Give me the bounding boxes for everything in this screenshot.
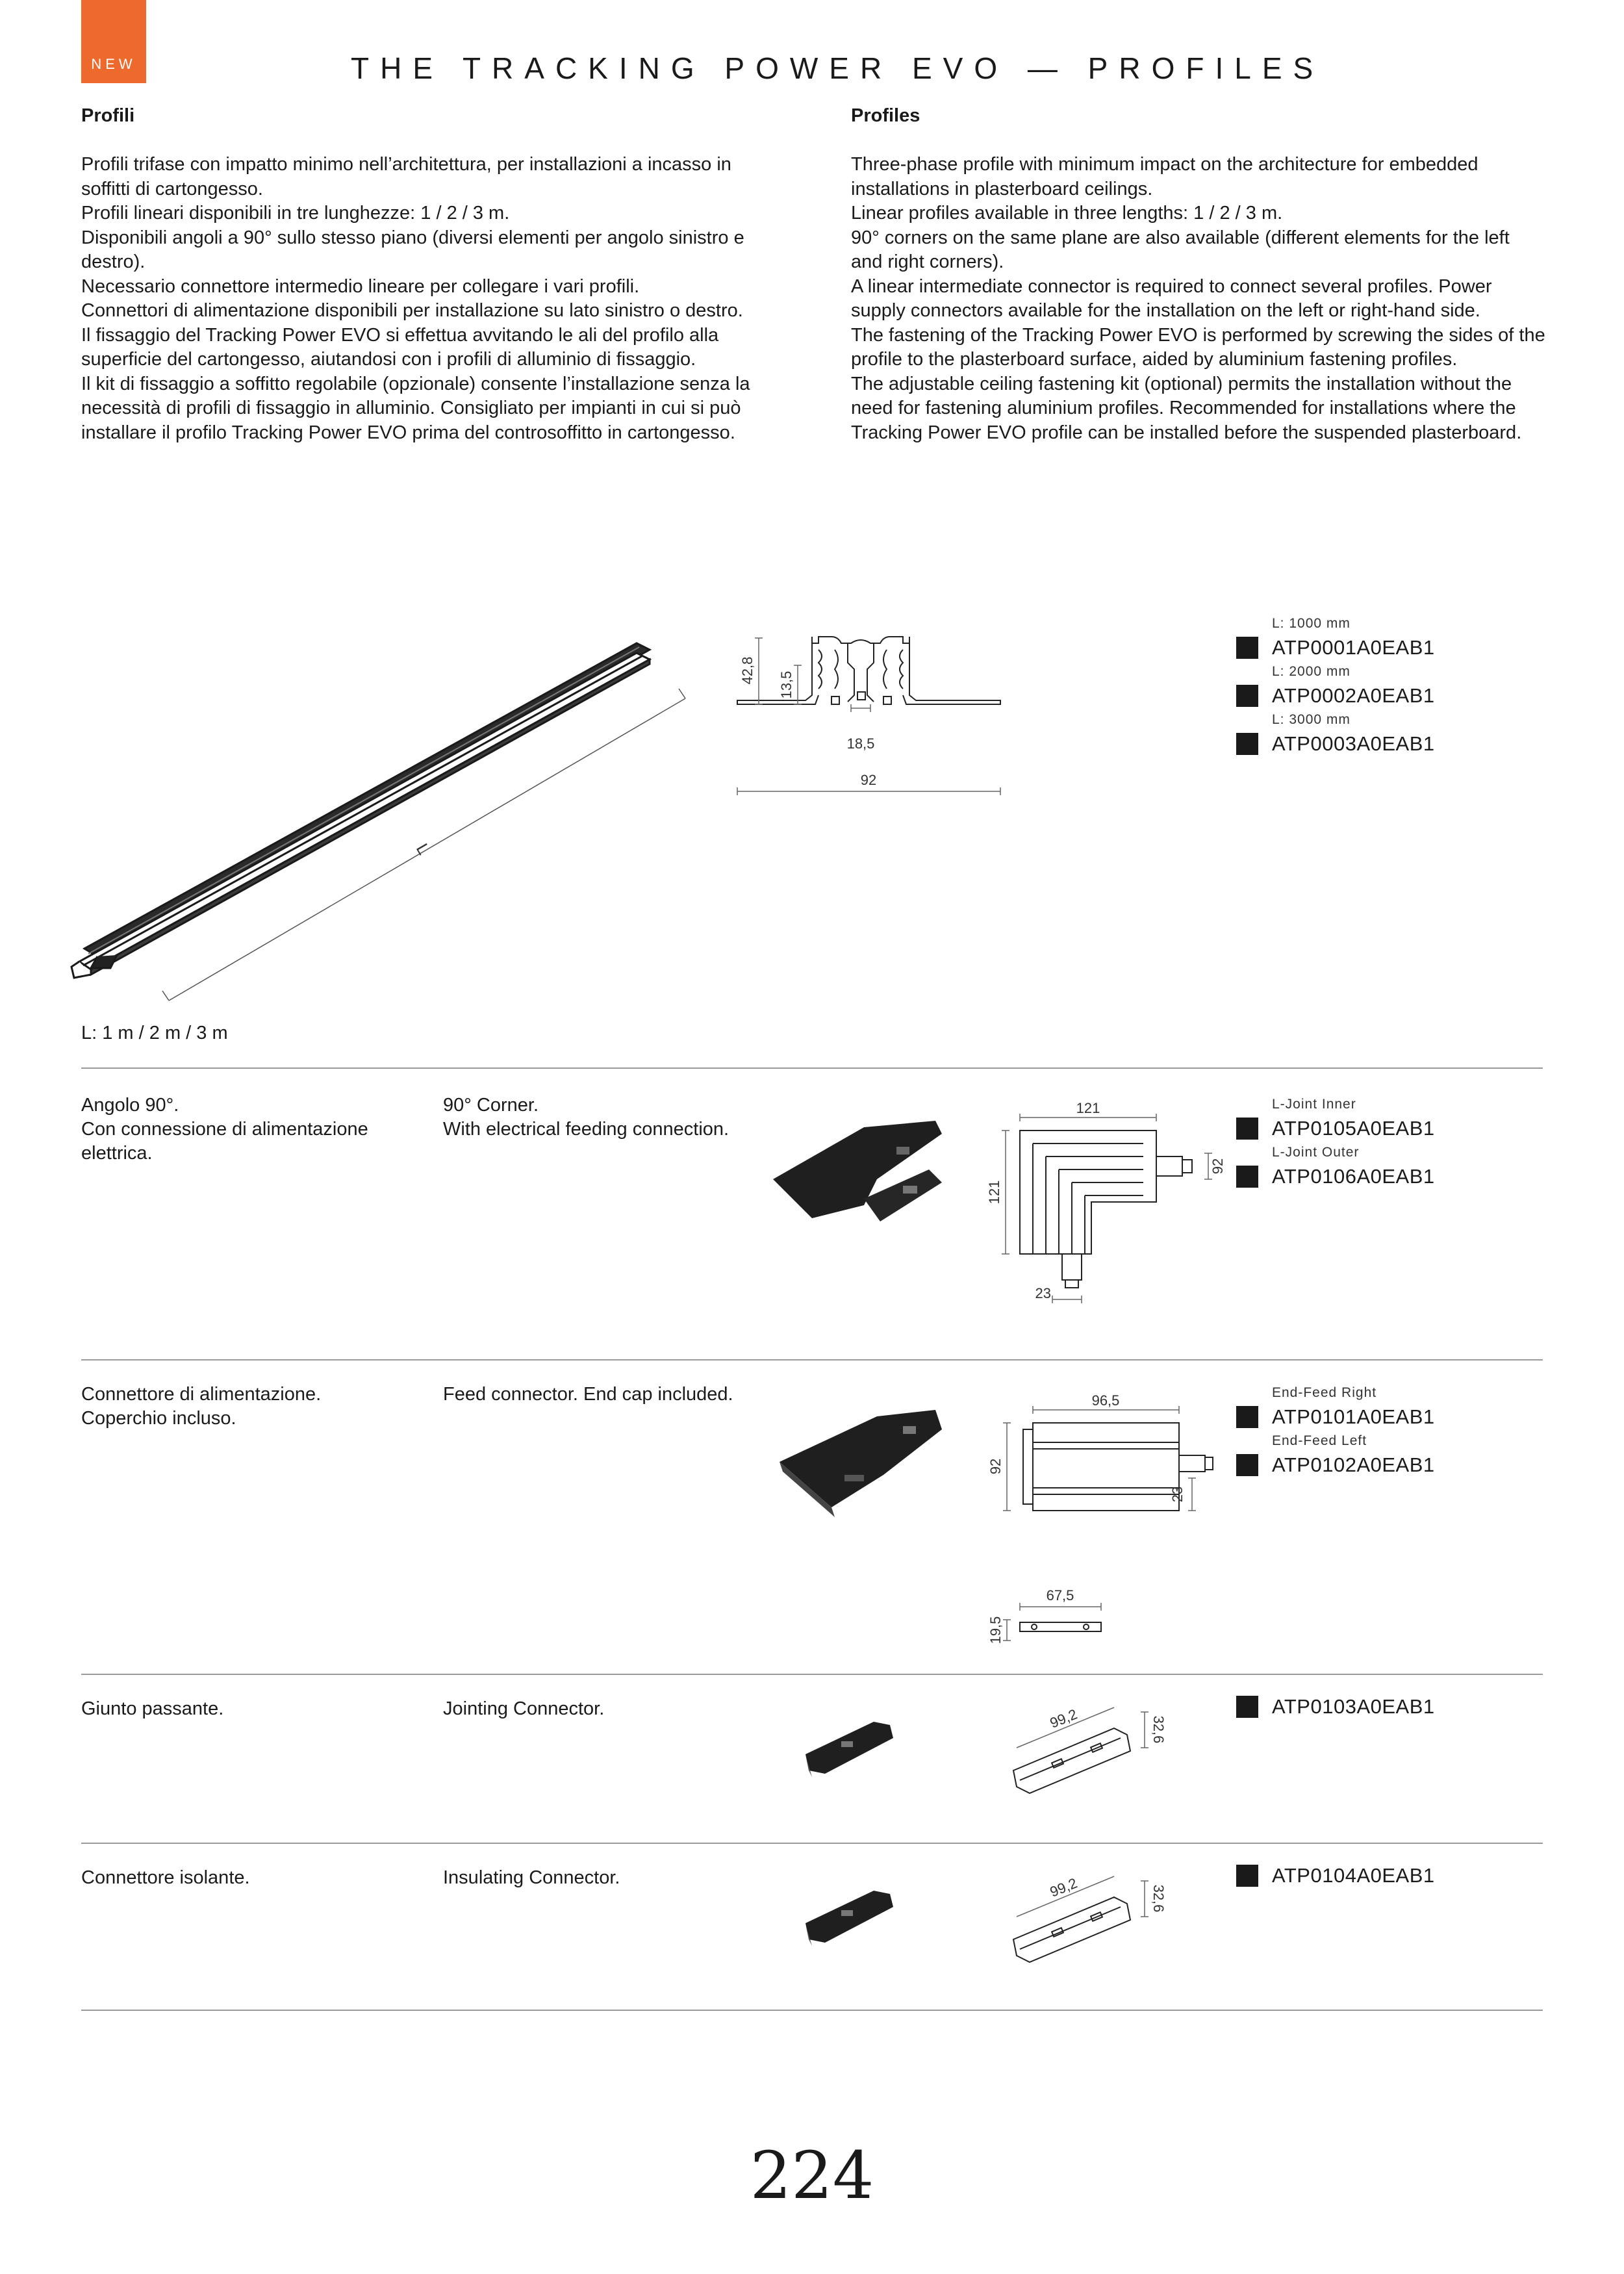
section-divider	[81, 1359, 1543, 1361]
dim-left: 121	[986, 1180, 1002, 1205]
it-paragraph: Profili trifase con impatto minimo nell’architettura, per installazioni a incasso in soffitti di cartongesso.	[81, 154, 731, 199]
dim-bottom: 23	[1035, 1285, 1051, 1301]
dim-width-total: 92	[860, 772, 877, 788]
variant-label: L-Joint Inner	[1272, 1097, 1356, 1112]
variant-label: L: 2000 mm	[1272, 664, 1351, 679]
dim-right: 23	[1169, 1486, 1186, 1503]
dim-length: 99,2	[1047, 1706, 1080, 1731]
it-heading: Profili	[81, 105, 135, 126]
dim-length: 99,2	[1047, 1874, 1080, 1900]
dim-height-total: 42,8	[739, 656, 755, 685]
product-code: ATP0106A0EAB1	[1272, 1165, 1435, 1188]
dim-height: 32,6	[1150, 1884, 1167, 1913]
page-number: 224	[750, 2138, 874, 2214]
row-desc-it: Giunto passante.	[81, 1698, 224, 1719]
section-divider	[81, 1674, 1543, 1675]
feed-connector-photo	[773, 1397, 955, 1520]
variant-label: End-Feed Right	[1272, 1385, 1377, 1400]
variant-label: End-Feed Left	[1272, 1433, 1367, 1448]
product-code: ATP0001A0EAB1	[1272, 636, 1435, 659]
row-desc-it: Connettore di alimentazione. Coperchio incluso.	[81, 1384, 322, 1429]
en-paragraph: Linear profiles available in three lengths: 1 / 2 / 3 m.	[851, 203, 1283, 224]
dim-left: 92	[987, 1458, 1004, 1475]
row-desc-en: Feed connector. End cap included.	[443, 1384, 733, 1405]
jointing-connector-drawing	[1000, 1689, 1182, 1819]
en-paragraphs	[851, 153, 1546, 445]
new-badge: NEW	[81, 0, 146, 83]
section-divider	[81, 1843, 1543, 1844]
color-swatch	[1236, 733, 1258, 755]
color-swatch	[1236, 1696, 1258, 1718]
insulating-connector-photo	[796, 1871, 913, 1962]
variant-label: L-Joint Outer	[1272, 1145, 1360, 1160]
product-code: ATP0102A0EAB1	[1272, 1453, 1435, 1476]
product-code: ATP0002A0EAB1	[1272, 684, 1435, 707]
dim-top: 121	[1076, 1100, 1100, 1116]
insulating-connector-drawing	[1000, 1858, 1182, 1988]
it-paragraphs	[81, 153, 783, 445]
row-desc-en: 90° Corner. With electrical feeding connection.	[443, 1095, 730, 1140]
row-desc-it: Angolo 90°. Con connessione di alimentazione elettrica.	[81, 1095, 368, 1164]
corner-photo	[767, 1108, 955, 1244]
corner-drawing	[981, 1092, 1241, 1312]
dim-height-inner: 13,5	[778, 671, 794, 699]
en-heading: Profiles	[851, 105, 920, 126]
profile-cross-section	[728, 624, 1026, 812]
it-paragraph: Disponibili angoli a 90° sullo stesso piano (diversi elementi per angolo sinistro e destro).	[81, 227, 744, 272]
color-swatch	[1236, 1865, 1258, 1887]
color-swatch	[1236, 1118, 1258, 1140]
en-paragraph: 90° corners on the same plane are also available (different elements for the left and right corners).	[851, 227, 1510, 272]
product-code: ATP0104A0EAB1	[1272, 1864, 1435, 1887]
length-caption: L: 1 m / 2 m / 3 m	[81, 1023, 228, 1043]
it-paragraph: Necessario connettore intermedio lineare per collegare i vari profili.	[81, 275, 640, 297]
row-desc-it: Connettore isolante.	[81, 1867, 250, 1888]
product-code: ATP0003A0EAB1	[1272, 732, 1435, 755]
page-title: THE TRACKING POWER EVO — PROFILES	[351, 51, 1325, 85]
it-paragraph: Connettori di alimentazione disponibili per installazione su lato sinistro o destro.	[81, 300, 743, 321]
it-paragraph: Profili lineari disponibili in tre lunghezze: 1 / 2 / 3 m.	[81, 203, 510, 224]
dim-right: 92	[1210, 1158, 1226, 1175]
it-paragraph: Il kit di fissaggio a soffitto regolabile (opzionale) consente l’installazione senza la necessità di profili di fissaggio in alluminio. Consigliato per impianti in cui si può installare il profilo Tracking Power EVO prima del controsoffitto in cartongesso.	[81, 373, 750, 443]
it-paragraph: Il fissaggio del Tracking Power EVO si effettua avvitando le ali del profilo alla superficie del cartongesso, aiutandosi con i profili di alluminio di fissaggio.	[81, 324, 719, 370]
section-divider	[81, 1067, 1543, 1069]
color-swatch	[1236, 685, 1258, 707]
product-code: ATP0101A0EAB1	[1272, 1405, 1435, 1428]
row-desc-en: Jointing Connector.	[443, 1698, 605, 1719]
jointing-connector-photo	[796, 1702, 913, 1793]
color-swatch	[1236, 1454, 1258, 1476]
dim-slot-width: 18,5	[846, 735, 875, 752]
variant-label: L: 1000 mm	[1272, 616, 1351, 631]
dim-top: 96,5	[1091, 1392, 1120, 1409]
feed-connector-drawing	[981, 1381, 1241, 1530]
en-paragraph: The adjustable ceiling fastening kit (optional) permits the installation without the need for fastening aluminium profiles. Recommended for installations where the Tracking Power EVO profile can be installed before the suspended plasterboard.	[851, 373, 1522, 443]
product-code: ATP0103A0EAB1	[1272, 1695, 1435, 1718]
product-code: ATP0105A0EAB1	[1272, 1117, 1435, 1140]
profile-rail-illustration	[65, 624, 715, 1014]
variant-label: L: 3000 mm	[1272, 712, 1351, 727]
dim-cap-height: 19,5	[987, 1616, 1004, 1644]
color-swatch	[1236, 1166, 1258, 1188]
end-cap-drawing	[974, 1576, 1130, 1654]
length-letter: L	[412, 840, 435, 858]
dim-cap-width: 67,5	[1046, 1587, 1074, 1603]
color-swatch	[1236, 1406, 1258, 1428]
color-swatch	[1236, 637, 1258, 659]
en-paragraph: Three-phase profile with minimum impact on the architecture for embedded installations in plasterboard ceilings.	[851, 154, 1478, 199]
section-divider	[81, 2010, 1543, 2011]
dim-height: 32,6	[1150, 1715, 1167, 1744]
en-paragraph: A linear intermediate connector is required to connect several profiles. Power supply connectors available for the installation on the left or right-hand side.	[851, 275, 1492, 321]
en-paragraph: The fastening of the Tracking Power EVO is performed by screwing the sides of the profile to the plasterboard surface, aided by aluminium fastening profiles.	[851, 324, 1545, 370]
row-desc-en: Insulating Connector.	[443, 1867, 620, 1888]
